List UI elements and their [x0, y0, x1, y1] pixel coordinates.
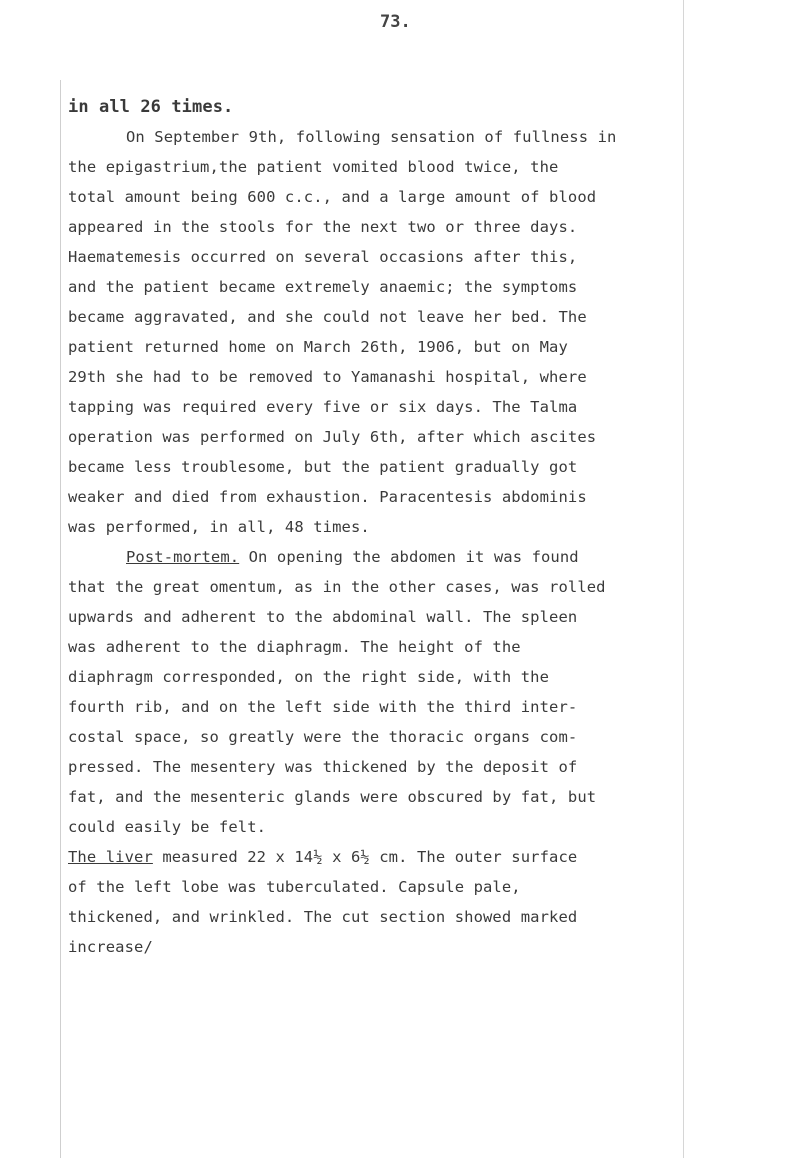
- text-line: pressed. The mesentery was thickened by the deposit of: [68, 758, 578, 776]
- text-line: 29th she had to be removed to Yamanashi hospital, where: [68, 368, 587, 386]
- text-line: fat, and the mesenteric glands were obscured by fat, but: [68, 788, 597, 806]
- liver-heading: The liver: [68, 848, 153, 866]
- text-line: that the great omentum, as in the other cases, was rolled: [68, 578, 606, 596]
- text-line: and the patient became extremely anaemic; the symptoms: [68, 278, 578, 296]
- text-line: the epigastrium,the patient vomited blood twice, the: [68, 158, 559, 176]
- text-line: became less troublesome, but the patient gradually got: [68, 458, 578, 476]
- text-line: of the left lobe was tuberculated. Capsule pale,: [68, 878, 521, 896]
- text-line: appeared in the stools for the next two or three days.: [68, 218, 578, 236]
- postmortem-first-line: [68, 542, 688, 572]
- text-line: upwards and adherent to the abdominal wall. The spleen: [68, 608, 578, 626]
- postmortem-heading: Post-mortem.: [126, 548, 240, 566]
- text-line: Haematemesis occurred on several occasions after this,: [68, 248, 578, 266]
- text-line: operation was performed on July 6th, after which ascites: [68, 428, 597, 446]
- text-line: costal space, so greatly were the thoracic organs com-: [68, 728, 578, 746]
- text-line: became aggravated, and she could not leave her bed. The: [68, 308, 587, 326]
- text-span: measured 22 x 14½ x 6½ cm. The outer surface: [152, 848, 578, 866]
- text-line: diaphragm corresponded, on the right side, with the: [68, 668, 550, 686]
- text-line: fourth rib, and on the left side with the third inter-: [68, 698, 578, 716]
- body-text: [68, 92, 688, 962]
- text-line: patient returned home on March 26th, 1906, but on May: [68, 338, 568, 356]
- text-line: weaker and died from exhaustion. Paracentesis abdominis: [68, 488, 587, 506]
- text-line: tapping was required every five or six days. The Talma: [68, 398, 578, 416]
- text-line: was adherent to the diaphragm. The height of the: [68, 638, 521, 656]
- text-line: On September 9th, following sensation of fullness in: [126, 128, 617, 146]
- left-margin-rule: [60, 80, 61, 1158]
- text-line: in all 26 times.: [68, 97, 234, 117]
- liver-first-line: [68, 842, 688, 872]
- text-line: increase/: [68, 938, 153, 956]
- text-line: thickened, and wrinkled. The cut section showed marked: [68, 908, 578, 926]
- text-line: was performed, in all, 48 times.: [68, 518, 370, 536]
- page-number: 73.: [380, 12, 411, 32]
- text-line: total amount being 600 c.c., and a large amount of blood: [68, 188, 597, 206]
- text-line: could easily be felt.: [68, 818, 267, 836]
- text-span: On opening the abdomen it was found: [239, 548, 579, 566]
